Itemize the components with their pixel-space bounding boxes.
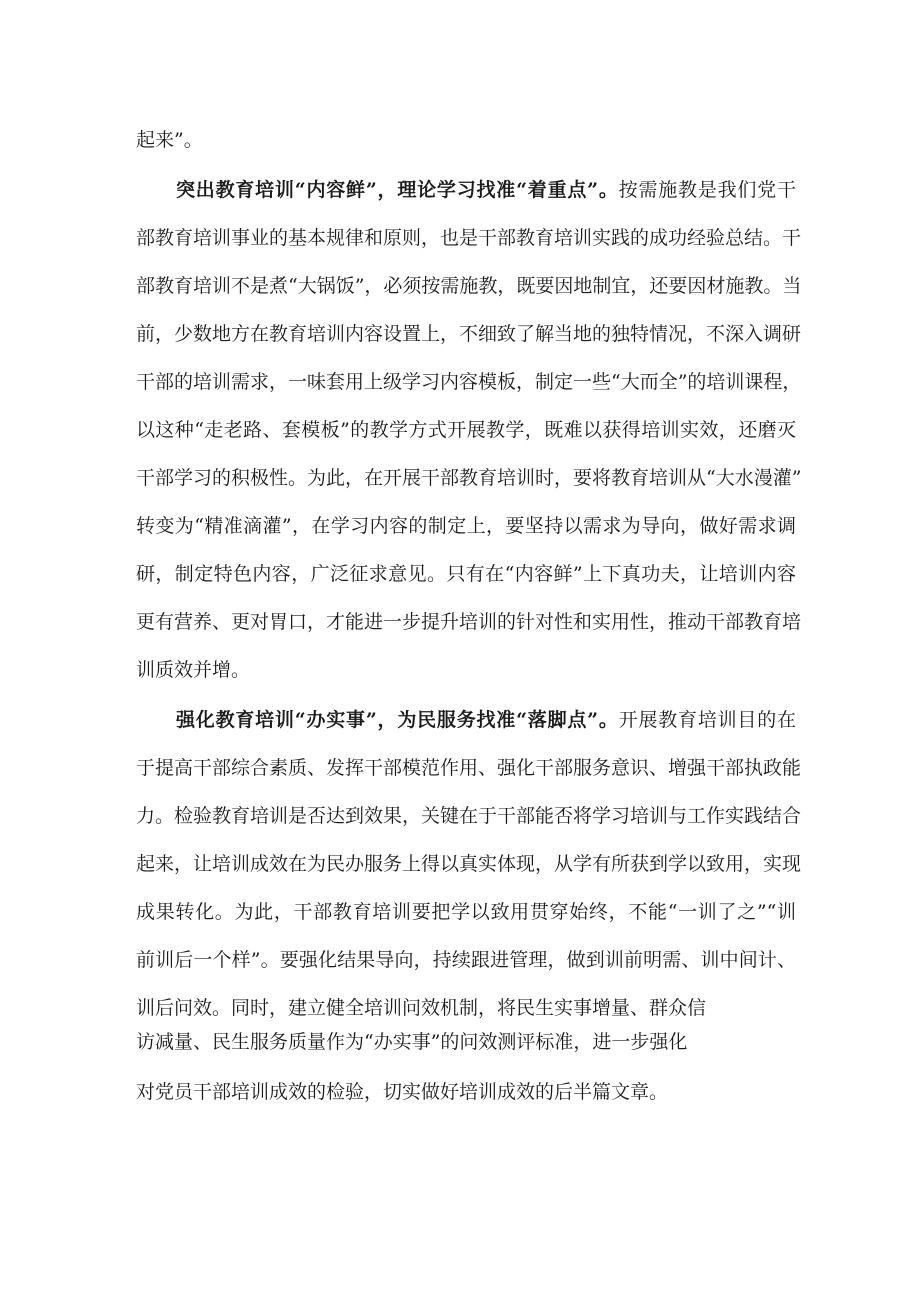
- paragraph-2-first-line: [176, 708, 796, 732]
- paragraph-1-line: 前，少数地方在教育培训内容设置上，不细致了解当地的独特情况，不深入调研: [136, 323, 802, 345]
- paragraph-1-line: 干部的培训需求，一味套用上级学习内容模板，制定一些“大而全”的培训课程，: [136, 371, 802, 393]
- paragraph-2-line: 起来，让培训成效在为民办服务上得以真实体现，从学有所获到学以致用，实现: [136, 853, 802, 875]
- paragraph-1-line: 部教育培训事业的基本规律和原则，也是干部教育培训实践的成功经验总结。干: [136, 227, 802, 249]
- paragraph-2-line: 力。检验教育培训是否达到效果，关键在于干部能否将学习培训与工作实践结合: [136, 805, 802, 827]
- paragraph-2-line: 成果转化。为此，干部教育培训要把学以致用贯穿始终，不能“一训了之”“训: [136, 901, 796, 923]
- paragraph-1-line: 以这种“走老路、套模板”的教学方式开展教学，既难以获得培训实效，还磨灭: [136, 419, 796, 441]
- paragraph-1-line: 更有营养、更对胃口，才能进一步提升培训的针对性和实用性，推动干部教育培: [136, 611, 802, 633]
- paragraph-2-line: 前训后一个样”。要强化结果导向，持续跟进管理，做到训前明需、训中间计、: [136, 949, 796, 971]
- paragraph-2-line: 访减量、民生服务质量作为“办实事”的问效测评标准，进一步强化: [136, 1031, 688, 1053]
- paragraph-1-first-line-body: 按需施教是我们党干: [618, 179, 796, 201]
- paragraph-1-line: 转变为“精准滴灌”，在学习内容的制定上，要坚持以需求为导向，做好需求调: [136, 515, 796, 537]
- paragraph-1-line: 干部学习的积极性。为此，在开展干部教育培训时，要将教育培训从“大水漫灌”: [136, 467, 802, 489]
- paragraph-1-heading: 突出教育培训“内容鲜”，理论学习找准“着重点”。: [176, 179, 619, 201]
- paragraph-2-line: 训后问效。同时，建立健全培训问效机制，将民生实事增量、群众信: [136, 997, 707, 1019]
- paragraph-1-line: 研，制定特色内容，广泛征求意见。只有在“内容鲜”上下真功夫，让培训内容: [136, 563, 796, 585]
- paragraph-1-first-line: [176, 178, 796, 202]
- paragraph-2-last-line: 对党员干部培训成效的检验，切实做好培训成效的后半篇文章。: [136, 1081, 669, 1103]
- paragraph-2-line: 于提高干部综合素质、发挥干部模范作用、强化干部服务意识、增强干部执政能: [136, 757, 802, 779]
- continuation-line: 起来”。: [136, 129, 203, 151]
- paragraph-1-line: 部教育培训不是煮“大锅饭”，必须按需施教，既要因地制宜，还要因材施教。当: [136, 275, 802, 297]
- paragraph-2-heading: 强化教育培训“办实事”，为民服务找准“落脚点”。: [176, 709, 619, 731]
- paragraph-2-first-line-body: 开展教育培训目的在: [618, 709, 796, 731]
- paragraph-1-last-line: 训质效并增。: [136, 659, 251, 681]
